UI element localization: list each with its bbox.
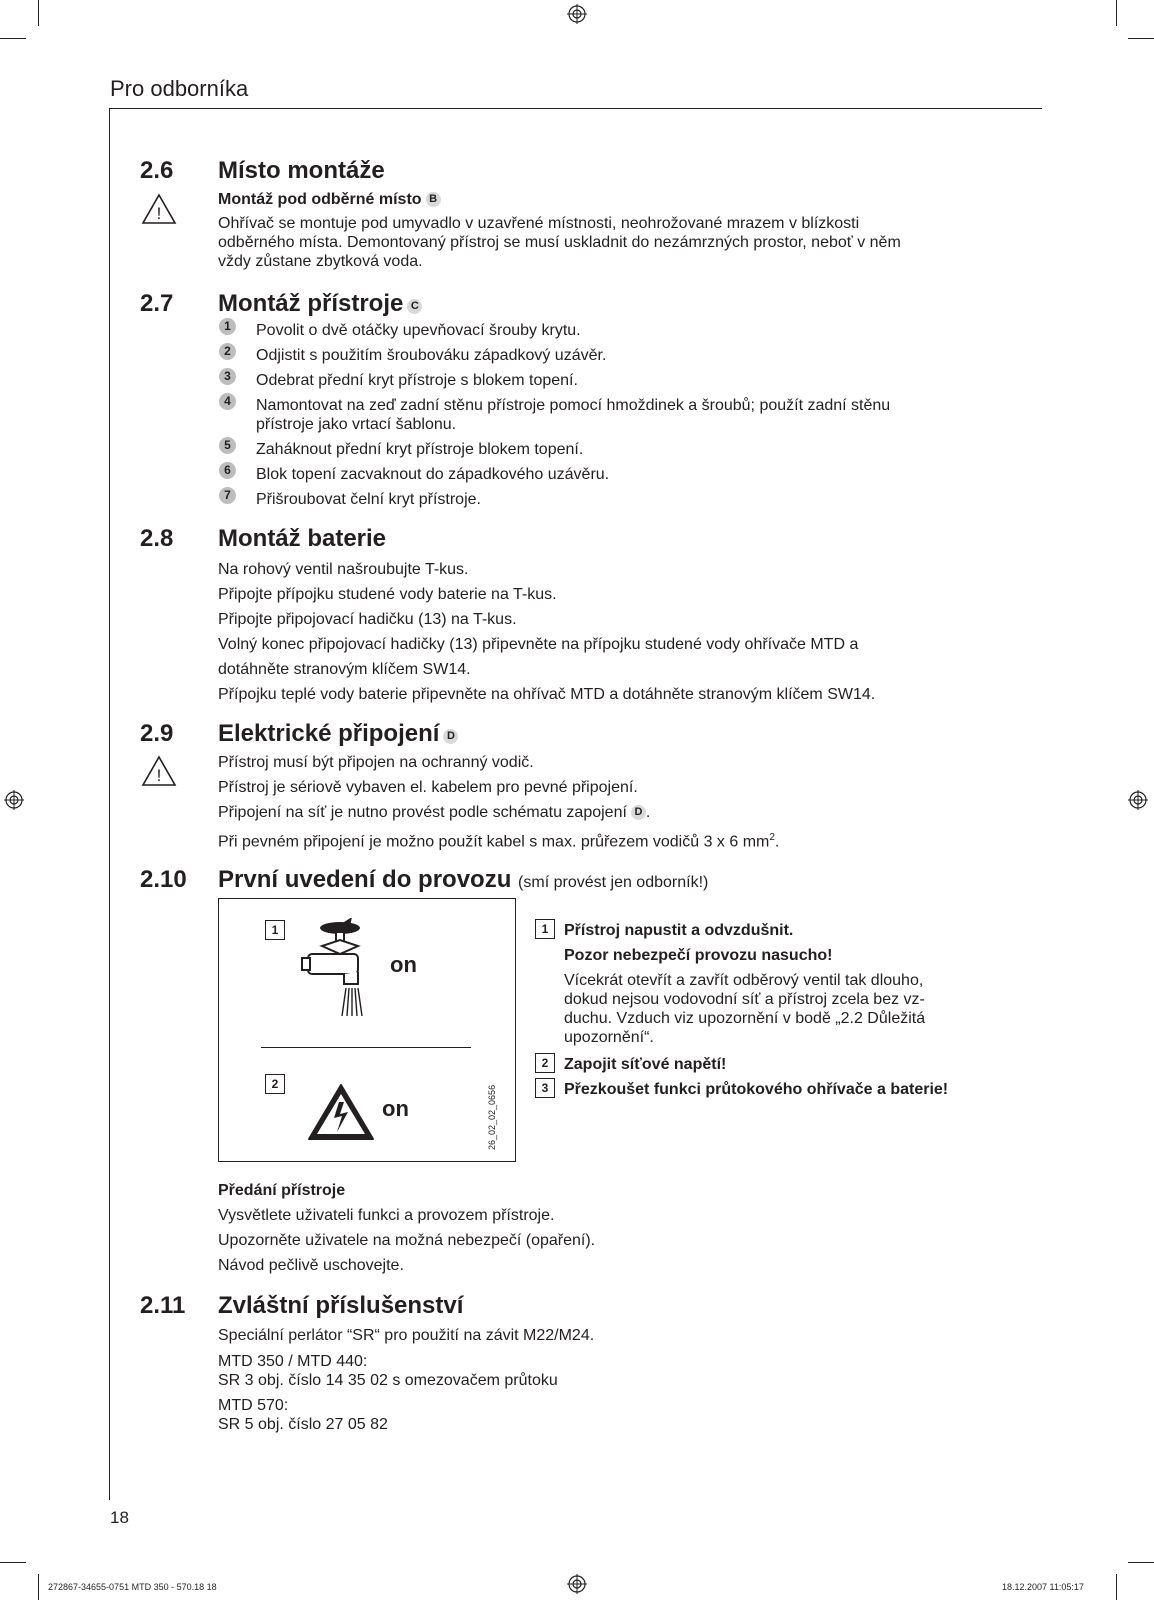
paragraph-line: Vysvětlete uživateli funkci a provozem přístroje. — [218, 1207, 555, 1224]
crop-mark — [1116, 0, 1117, 26]
step-box: 2 — [535, 1053, 555, 1073]
paragraph-line: Připojení na síť je nutno provést podle schématu zapojení D . — [218, 804, 651, 821]
instruction-text: Zapojit síťové napětí! — [564, 1056, 727, 1073]
subheading: Montáž pod odběrné místo B — [218, 190, 441, 209]
registration-mark-icon — [4, 790, 24, 810]
step-number: 1 — [219, 318, 236, 335]
subheading: Předání přístroje — [218, 1182, 346, 1199]
step-text: Přišroubovat čelní kryt přístroje. — [256, 491, 481, 508]
paragraph-line: vždy zůstane zbytková voda. — [218, 253, 423, 270]
paragraph-line: Při pevném připojení je možno použít kabel s max. průřezem vodičů 3 x 6 $mm^2$. — [218, 832, 780, 851]
registration-mark-icon — [567, 4, 587, 24]
registration-mark-icon — [1128, 790, 1148, 810]
paragraph-line: Na rohový ventil našroubujte T-kus. — [218, 561, 469, 578]
figure-ref-badge: D — [631, 805, 646, 820]
figure-ref-badge: C — [407, 299, 422, 314]
paragraph-line: MTD 350 / MTD 440: — [218, 1353, 368, 1370]
instruction-text: Přístroj napustit a odvzdušnit. — [564, 922, 794, 939]
instruction-text: Přezkoušet funkci průtokového ohřívače a baterie! — [564, 1081, 949, 1098]
svg-text:!: ! — [156, 766, 162, 785]
step-number: 4 — [219, 393, 236, 410]
paragraph-line: dotáhněte stranovým klíčem SW14. — [218, 661, 471, 678]
paragraph-line: Volný konec připojovací hadičky (13) připevněte na přípojku studené vody ohřívače MTD a — [218, 636, 859, 653]
crop-mark — [1128, 38, 1154, 39]
paragraph-line: SR 3 obj. číslo 14 35 02 s omezovačem průtoku — [218, 1372, 558, 1389]
section-title: Místo montáže — [218, 157, 385, 184]
paragraph-line: MTD 570: — [218, 1397, 289, 1414]
warning-icon — [141, 755, 177, 787]
crop-mark — [38, 1574, 39, 1600]
step-text: Odjistit s použitím šroubováku západkový uzávěr. — [256, 347, 607, 364]
margin-rule — [109, 108, 110, 1500]
section-number: 2.8 — [140, 525, 174, 552]
step-number: 5 — [219, 437, 236, 454]
section-number: 2.10 — [140, 866, 187, 893]
step-number: 7 — [219, 487, 236, 504]
step-text: přístroje jako vrtací šablonu. — [256, 416, 457, 433]
page-number: 18 — [110, 1508, 129, 1527]
electric-hazard-icon — [306, 1082, 376, 1142]
paragraph-line: odběrného místa. Demontovaný přístroj se musí uskladnit do nezámrzných prostor, neboť v něm — [218, 234, 901, 251]
instruction-text: dokud nejsou vodovodní síť a přístroj zcela bez vz- — [564, 991, 925, 1008]
section-title: Zvláštní příslušenství — [218, 1292, 464, 1319]
figure-ref-badge: D — [443, 729, 458, 744]
section-number: 2.7 — [140, 290, 174, 317]
header-rule — [110, 108, 1042, 109]
paragraph-line: Přístroj musí být připojen na ochranný vodič. — [218, 754, 534, 771]
instruction-text: Pozor nebezpečí provozu nasucho! — [564, 947, 833, 964]
section-number: 2.9 — [140, 720, 174, 747]
footer-right: 18.12.2007 11:05:17 — [1002, 1582, 1084, 1592]
figure-step-box: 1 — [265, 920, 285, 940]
svg-text:!: ! — [156, 204, 162, 223]
step-box: 3 — [535, 1078, 555, 1098]
crop-mark — [38, 0, 39, 26]
step-number: 6 — [219, 462, 236, 479]
section-number: 2.6 — [140, 157, 174, 184]
page-header: Pro odborníka — [110, 76, 249, 101]
paragraph-line: Připojte připojovací hadičku (13) na T-kus. — [218, 611, 517, 628]
warning-icon — [141, 193, 177, 225]
figure-divider — [261, 1047, 471, 1048]
paragraph-line: Přístroj je sériově vybaven el. kabelem pro pevné připojení. — [218, 779, 638, 796]
section-title: Montáž baterie — [218, 525, 387, 552]
figure-step-box: 2 — [265, 1074, 285, 1094]
step-number: 2 — [219, 343, 236, 360]
registration-mark-icon — [567, 1574, 587, 1594]
step-box: 1 — [535, 919, 555, 939]
instruction-text: upozornění“. — [564, 1029, 654, 1046]
crop-mark — [0, 1562, 26, 1563]
paragraph-line: Ohřívač se montuje pod umyvadlo v uzavřené místnosti, neohrožované mrazem v blízkosti — [218, 215, 860, 232]
section-number: 2.11 — [140, 1292, 186, 1319]
crop-mark — [0, 38, 26, 39]
paragraph-line: Přípojku teplé vody baterie připevněte na ohřívač MTD a dotáhněte stranovým klíčem SW14. — [218, 686, 876, 703]
step-text: Povolit o dvě otáčky upevňovací šrouby krytu. — [256, 322, 581, 339]
paragraph-line: Připojte přípojku studené vody baterie na T-kus. — [218, 586, 557, 603]
step-number: 3 — [219, 368, 236, 385]
paragraph-line: Speciální perlátor “SR“ pro použití na závit M22/M24. — [218, 1327, 595, 1344]
figure-ref-badge: B — [426, 192, 441, 207]
paragraph-line: Upozorněte uživatele na možná nebezpečí (opaření). — [218, 1232, 596, 1249]
step-text: Zaháknout přední kryt přístroje blokem topení. — [256, 441, 584, 458]
paragraph-line: SR 5 obj. číslo 27 05 82 — [218, 1416, 388, 1433]
figure-label-on: on — [390, 952, 417, 977]
figure-label-on: on — [382, 1096, 409, 1121]
section-title: První uvedení do provozu (smí provést jen odborník!) — [218, 866, 709, 893]
step-text: Odebrat přední kryt přístroje s blokem topení. — [256, 372, 578, 389]
section-title: Elektrické připojení D — [218, 720, 458, 748]
footer-left: 272867-34655-0751 MTD 350 - 570.18 18 — [48, 1582, 217, 1592]
instruction-text: Vícekrát otevřít a zavřít odběrový ventil tak dlouho, — [564, 972, 924, 989]
figure-code: 26_02_02_0656 — [487, 1084, 497, 1150]
water-tap-icon — [300, 918, 380, 1018]
crop-mark — [1116, 1574, 1117, 1600]
instruction-text: duchu. Vzduch viz upozornění v bodě „2.2 Důležitá — [564, 1010, 926, 1027]
section-title: Montáž přístroje C — [218, 290, 422, 318]
paragraph-line: Návod pečlivě uschovejte. — [218, 1257, 404, 1274]
step-text: Namontovat na zeď zadní stěnu přístroje pomocí hmoždinek a šroubů; použít zadní stěnu — [256, 397, 891, 414]
step-text: Blok topení zacvaknout do západkového uzávěru. — [256, 466, 610, 483]
crop-mark — [1128, 1562, 1154, 1563]
